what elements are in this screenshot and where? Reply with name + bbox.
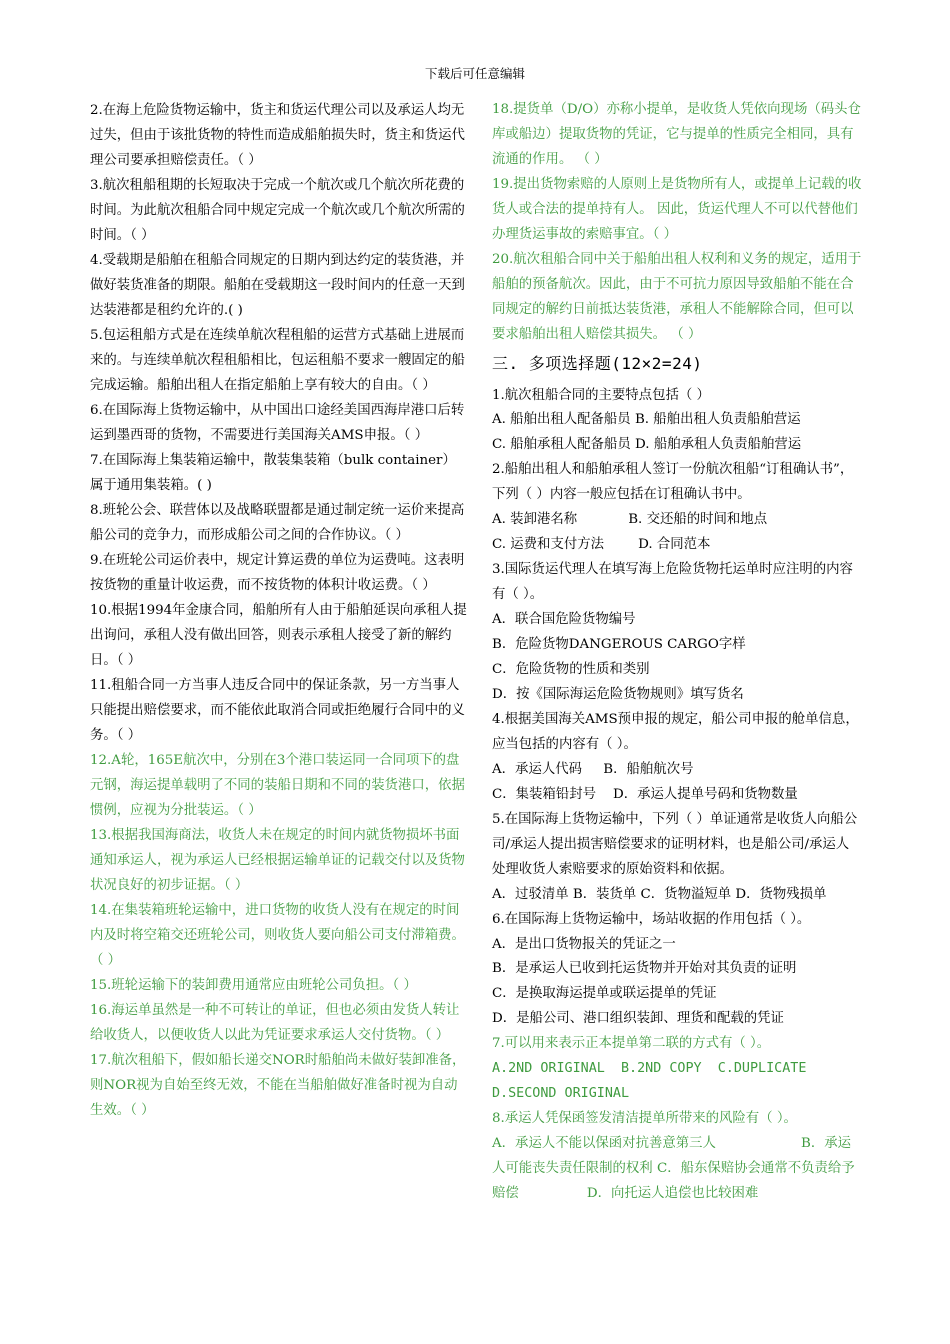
mcq-8-options: A．承运人不能以保函对抗善意第三人 B．承运人可能丧失责任限制的权利 C．船东保赔协会通常不负责给予赔偿 D．向托运人追偿也比较困难 — [492, 1136, 855, 1202]
question-7: 7.在国际海上集装箱运输中，散装集装箱（bulk container）属于通用集装箱。( ) — [90, 453, 456, 493]
question-14: 14.在集装箱班轮运输中，进口货物的收货人没有在规定的时间内及时将空箱交还班轮公司，则收货人要向船公司支付滞箱费。（ ） — [90, 903, 465, 968]
mcq-6-option-d: D．是船公司、港口组织装卸、理货和配载的凭证 — [492, 1011, 784, 1027]
left-column — [90, 98, 468, 1123]
mcq-1-options-ab: A. 船舶出租人配备船员 B. 船舶出租人负责船舶营运 — [492, 412, 801, 428]
question-19: 19.提出货物索赔的人原则上是货物所有人，或提单上记载的收货人或合法的提单持有人。 因此，货运代理人不可以代替他们办理货运事故的索赔事宜。（ ） — [492, 176, 862, 242]
question-2: 2.在海上危险货物运输中，货主和货运代理公司以及承运人均无过失，但由于该批货物的特性而造成船舶损失时，货主和货运代理公司要承担赔偿责任。（ ） — [90, 103, 465, 168]
mcq-4: 4.根据美国海关AMS预申报的规定，船公司申报的舱单信息，应当包括的内容有（ ）。 — [492, 711, 859, 752]
right-column — [492, 98, 862, 1207]
question-6: 6.在国际海上货物运输中，从中国出口途经美国西海岸港口后转运到墨西哥的货物，不需要进行美国海关AMS申报。（ ） — [90, 403, 465, 443]
mcq-3-option-d: D．按《国际海运危险货物规则》填写货名 — [492, 686, 744, 702]
mcq-1-options-cd: C. 船舶承租人配备船员 D. 船舶承租人负责船舶营运 — [492, 437, 802, 453]
mcq-2: 2.船舶出租人和船舶承租人签订一份航次租船“订租确认书”，下列（ ）内容一般应包括在订租确认书中。 — [492, 462, 854, 503]
mcq-1: 1.航次租船合同的主要特点包括（ ） — [492, 387, 710, 403]
question-18: 18.提货单（D/O）亦称小提单，是收货人凭依向现场（码头仓库或船边）提取货物的凭证，它与提单的性质完全相同，具有流通的作用。 （ ） — [492, 102, 861, 167]
mcq-3-option-a: A．联合国危险货物编号 — [492, 612, 636, 628]
mcq-6-option-b: B．是承运人已收到托运货物并开始对其负责的证明 — [492, 961, 797, 977]
mcq-3-option-b: B．危险货物DANGEROUS CARGO字样 — [492, 637, 746, 653]
mcq-3: 3.国际货运代理人在填写海上危险货物托运单时应注明的内容有（ ）。 — [492, 562, 853, 603]
question-3: 3.航次租船租期的长短取决于完成一个航次或几个航次所花费的时间。为此航次租船合同中规定完成一个航次或几个航次所需的时间。（ ） — [90, 178, 465, 243]
section-title-multiple-choice: 三. 多项选择题(12×2=24) — [492, 353, 703, 373]
mcq-6: 6.在国际海上货物运输中，场站收据的作用包括（ ）。 — [492, 911, 811, 927]
mcq-5-options: A．过驳清单 B．装货单 C．货物溢短单 D．货物残损单 — [492, 886, 827, 902]
question-13: 13.根据我国海商法，收货人未在规定的时间内就货物损坏书面通知承运人，视为承运人已经根据运输单证的记载交付以及货物状况良好的初步证据。（ ） — [90, 828, 465, 893]
question-20: 20.航次租船合同中关于船舶出租人权利和义务的规定，适用于船舶的预备航次。因此，由于不可抗力原因导致船舶不能在合同规定的解约日前抵达装货港，承租人不能解除合同，但可以要求船舶出租人赔偿其损失。 （ ） — [492, 251, 862, 342]
question-15: 15.班轮运输下的装卸费用通常应由班轮公司负担。（ ） — [90, 978, 417, 993]
question-9: 9.在班轮公司运价表中，规定计算运费的单位为运费吨。这表明按货物的重量计收运费，而不按货物的体积计收运费。（ ） — [90, 553, 465, 593]
page-header: 下载后可任意编辑 — [424, 66, 525, 81]
mcq-3-option-c: C．危险货物的性质和类别 — [492, 662, 650, 678]
question-16: 16.海运单虽然是一种不可转让的单证，但也必须由发货人转让给收货人，以便收货人以此为凭证要求承运人交付货物。（ ） — [90, 1003, 460, 1043]
mcq-2-options-cd: C. 运费和支付方法 D. 合同范本 — [492, 537, 711, 553]
mcq-5: 5.在国际海上货物运输中，下列（ ）单证通常是收货人向船公司/承运人提出损害赔偿要求的证明材料，也是船公司/承运人处理收货人索赔要求的原始资料和依据。 — [492, 811, 858, 877]
question-17: 17.航次租船下，假如船长递交NOR时船舶尚未做好装卸准备，则NOR视为自始至终无效，不能在当船舶做好准备时视为自动生效。（ ） — [90, 1053, 466, 1118]
mcq-2-options-ab: A. 装卸港名称 B. 交还船的时间和地点 — [492, 512, 768, 528]
question-4: 4.受载期是船舶在租船合同规定的日期内到达约定的装货港，并做好装货准备的期限。船舶在受载期这一段时间内的任意一天到达装港都是租约允许的.( ) — [90, 253, 465, 318]
question-11: 11.租船合同一方当事人违反合同中的保证条款，另一方当事人只能提出赔偿要求，而不能依此取消合同或拒绝履行合同中的义务。（ ） — [90, 678, 465, 743]
mcq-8: 8.承运人凭保函签发清洁提单所带来的风险有（ ）。 — [492, 1111, 797, 1127]
question-5: 5.包运租船方式是在连续单航次程租船的运营方式基础上进展而来的。与连续单航次程租船相比，包运租船不要求一艘固定的船完成运输。船舶出租人在指定船舶上享有较大的自由。（ ） — [90, 328, 465, 393]
question-12: 12.A轮，165E航次中，分别在3个港口装运同一合同项下的盘元钢，海运提单载明了不同的装船日期和不同的装货港口，依据惯例，应视为分批装运。（ ） — [90, 753, 465, 818]
mcq-6-option-c: C．是换取海运提单或联运提单的凭证 — [492, 986, 717, 1002]
mcq-4-options-ab: A．承运人代码 B．船舶航次号 — [492, 761, 694, 777]
question-8: 8.班轮公会、联营体以及战略联盟都是通过制定统一运价来提高船公司的竞争力，而形成船公司之间的合作协议。（ ） — [90, 503, 465, 543]
mcq-6-option-a: A．是出口货物报关的凭证之一 — [492, 936, 676, 952]
mcq-7-options: A.2ND ORIGINAL B.2ND COPY C.DUPLICATE D.SECOND ORIGINAL — [492, 1061, 839, 1102]
mcq-4-options-cd: C．集装箱铅封号 D．承运人提单号码和货物数量 — [492, 786, 798, 802]
question-10: 10.根据1994年金康合同，船舶所有人由于船舶延误向承租人提出询问，承租人没有做出回答，则表示承租人接受了新的解约日。（ ） — [90, 603, 467, 668]
mcq-7: 7.可以用来表示正本提单第二联的方式有（ ）。 — [492, 1036, 771, 1052]
